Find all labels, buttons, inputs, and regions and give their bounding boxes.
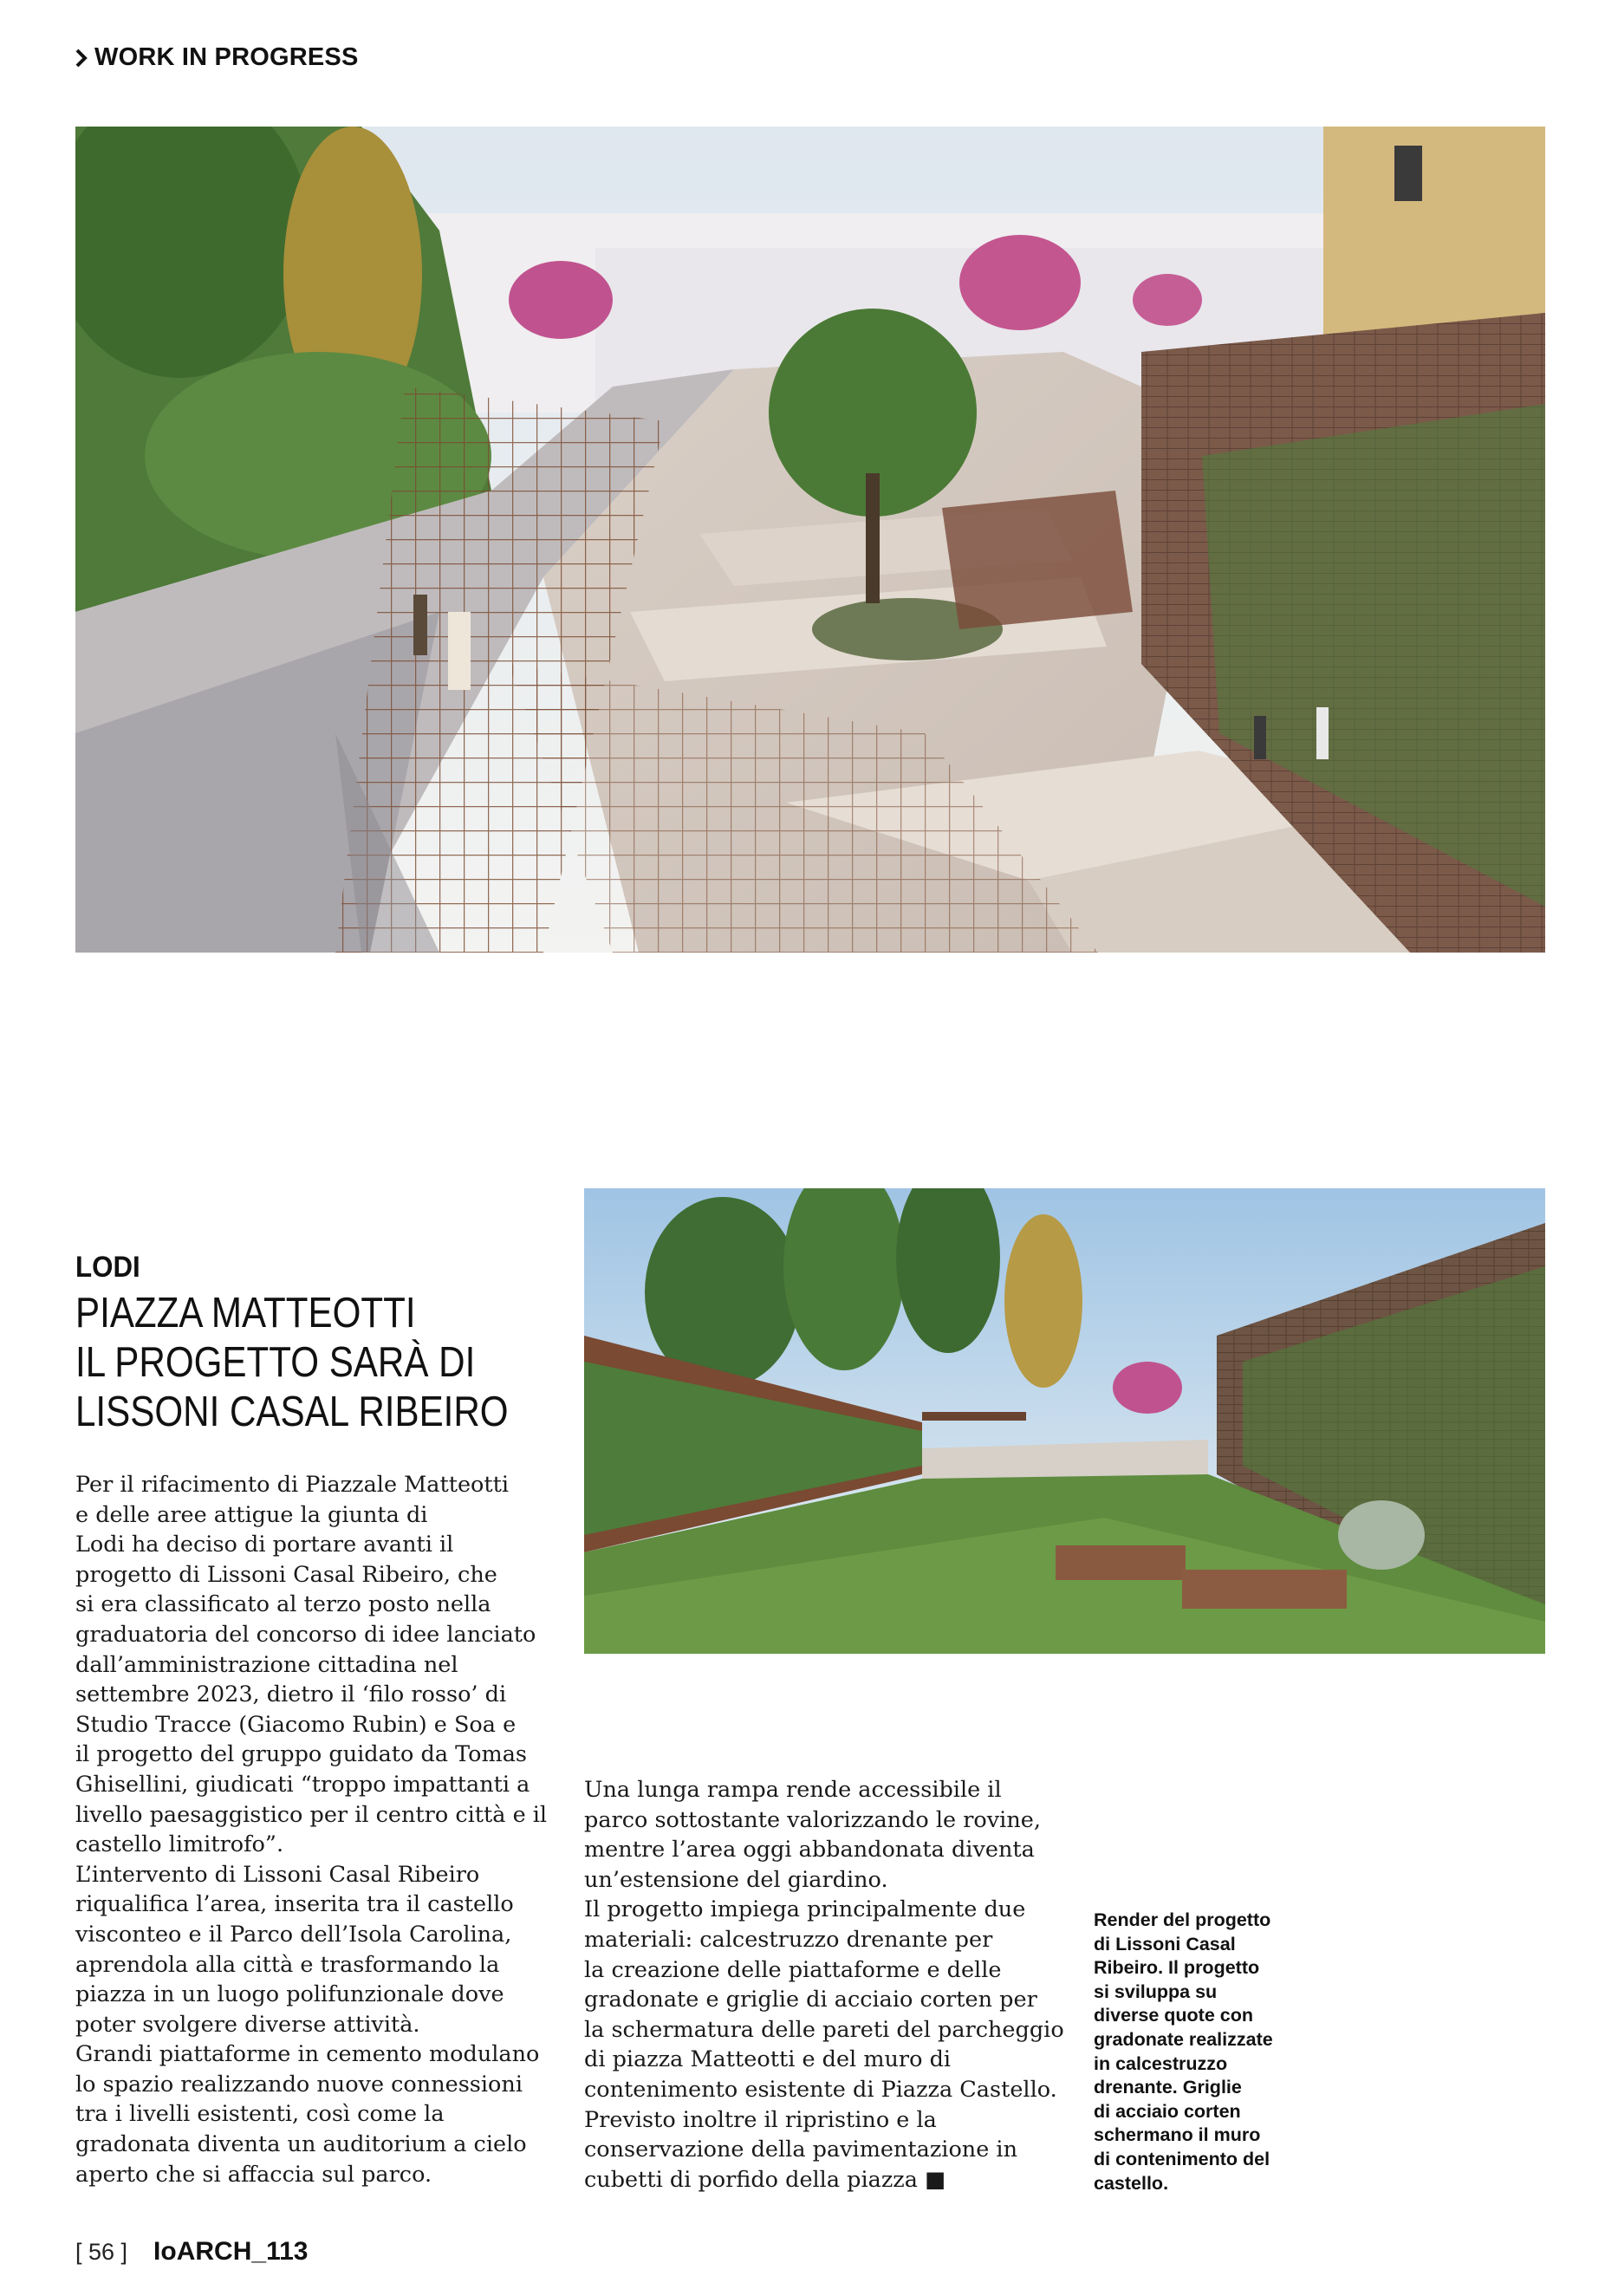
body-line: Per il rifacimento di Piazzale Matteotti — [75, 1472, 510, 1498]
caption-line: diverse quote con — [1094, 2005, 1253, 2026]
body-line: Una lunga rampa rende accessibile il — [584, 1777, 1002, 1803]
body-line: Studio Tracce (Giacomo Rubin) e Soa e — [75, 1711, 517, 1738]
chevron-right-icon — [75, 49, 88, 68]
caption-line: di contenimento del — [1094, 2148, 1270, 2169]
caption-line: drenante. Griglie — [1094, 2077, 1242, 2098]
body-line: piazza in un luogo polifunzionale dove — [75, 1981, 504, 2008]
body-line: gradonata diventa un auditorium a cielo — [75, 2131, 527, 2158]
body-line: cubetti di porfido della piazza ■ — [584, 2166, 946, 2193]
article-body-column-2 — [584, 1775, 1078, 2195]
magazine-prefix: Io — [153, 2237, 177, 2266]
caption-line: di Lissoni Casal — [1094, 1933, 1236, 1955]
caption-line: schermano il muro — [1094, 2124, 1261, 2146]
body-line: parco sottostante valorizzando le rovine, — [584, 1806, 1041, 1833]
body-line: Grandi piattaforme in cemento modulano — [75, 2041, 540, 2068]
body-line: aprendola alla città e trasformando la — [75, 1951, 500, 1978]
image-caption — [1094, 1909, 1302, 2195]
page-number: [ 56 ] — [75, 2239, 128, 2265]
body-line: settembre 2023, dietro il ‘filo rosso’ di — [75, 1681, 507, 1708]
magazine-name — [153, 2237, 308, 2267]
body-line: lo spazio realizzando nuove connessioni — [75, 2071, 523, 2098]
magazine-title: ARCH_113 — [176, 2237, 309, 2266]
main-render-image — [75, 127, 1545, 953]
headline-line: LISSONI CASAL RIBEIRO — [75, 1389, 509, 1435]
body-line: aperto che si affaccia sul parco. — [75, 2161, 432, 2188]
body-line: contenimento esistente di Piazza Castello. — [584, 2076, 1057, 2103]
body-line: progetto di Lissoni Casal Ribeiro, che — [75, 1561, 497, 1588]
body-line: Ghisellini, giudicati “troppo impattanti a — [75, 1771, 530, 1798]
body-line: dall’amministrazione cittadina nel — [75, 1651, 458, 1678]
body-line: graduatoria del concorso di idee lanciato — [75, 1621, 536, 1648]
body-line: si era classificato al terzo posto nella — [75, 1591, 491, 1618]
caption-line: gradonate realizzate — [1094, 2028, 1273, 2050]
caption-line: Ribeiro. Il progetto — [1094, 1957, 1260, 1979]
caption-line: castello. — [1094, 2172, 1169, 2194]
body-line: di piazza Matteotti e del muro di — [584, 2046, 952, 2073]
page-footer — [75, 2237, 308, 2267]
caption-line: Render del progetto — [1094, 1909, 1271, 1930]
body-line: materiali: calcestruzzo drenante per — [584, 1926, 993, 1953]
body-line: castello limitrofo”. — [75, 1831, 284, 1858]
body-line: L’intervento di Lissoni Casal Ribeiro — [75, 1861, 480, 1888]
article-kicker: LODI — [75, 1251, 140, 1284]
body-line: un’estensione del giardino. — [584, 1866, 888, 1893]
body-line: la schermatura delle pareti del parcheggio — [584, 2016, 1064, 2043]
body-line: poter svolgere diverse attività. — [75, 2011, 420, 2038]
article-headline — [75, 1289, 509, 1437]
body-line: livello paesaggistico per il centro città e il — [75, 1801, 548, 1828]
body-line: la creazione delle piattaforme e delle — [584, 1956, 1002, 1983]
body-line: gradonate e griglie di acciaio corten per — [584, 1987, 1037, 2013]
article-body-column-1 — [75, 1470, 569, 2189]
headline-line: PIAZZA MATTEOTTI — [75, 1290, 416, 1337]
body-line: Il progetto impiega principalmente due — [584, 1896, 1026, 1923]
headline-line: IL PROGETTO SARÀ DI — [75, 1339, 476, 1386]
body-line: Lodi ha deciso di portare avanti il — [75, 1532, 454, 1558]
section-label-text: WORK IN PROGRESS — [94, 43, 359, 71]
caption-line: di acciaio corten — [1094, 2100, 1241, 2122]
section-label — [75, 43, 359, 72]
caption-line: si sviluppa su — [1094, 1981, 1218, 2002]
body-line: conservazione della pavimentazione in — [584, 2137, 1018, 2163]
body-line: riqualifica l’area, inserita tra il castello — [75, 1891, 514, 1918]
body-line: Previsto inoltre il ripristino e la — [584, 2106, 937, 2133]
body-line: e delle aree attigue la giunta di — [75, 1501, 428, 1528]
body-line: tra i livelli esistenti, così come la — [75, 2101, 445, 2128]
body-line: il progetto del gruppo guidato da Tomas — [75, 1741, 527, 1768]
secondary-render-image — [584, 1188, 1545, 1654]
caption-line: in calcestruzzo — [1094, 2052, 1228, 2074]
body-line: visconteo e il Parco dell’Isola Carolina, — [75, 1921, 512, 1948]
body-line: mentre l’area oggi abbandonata diventa — [584, 1837, 1035, 1863]
